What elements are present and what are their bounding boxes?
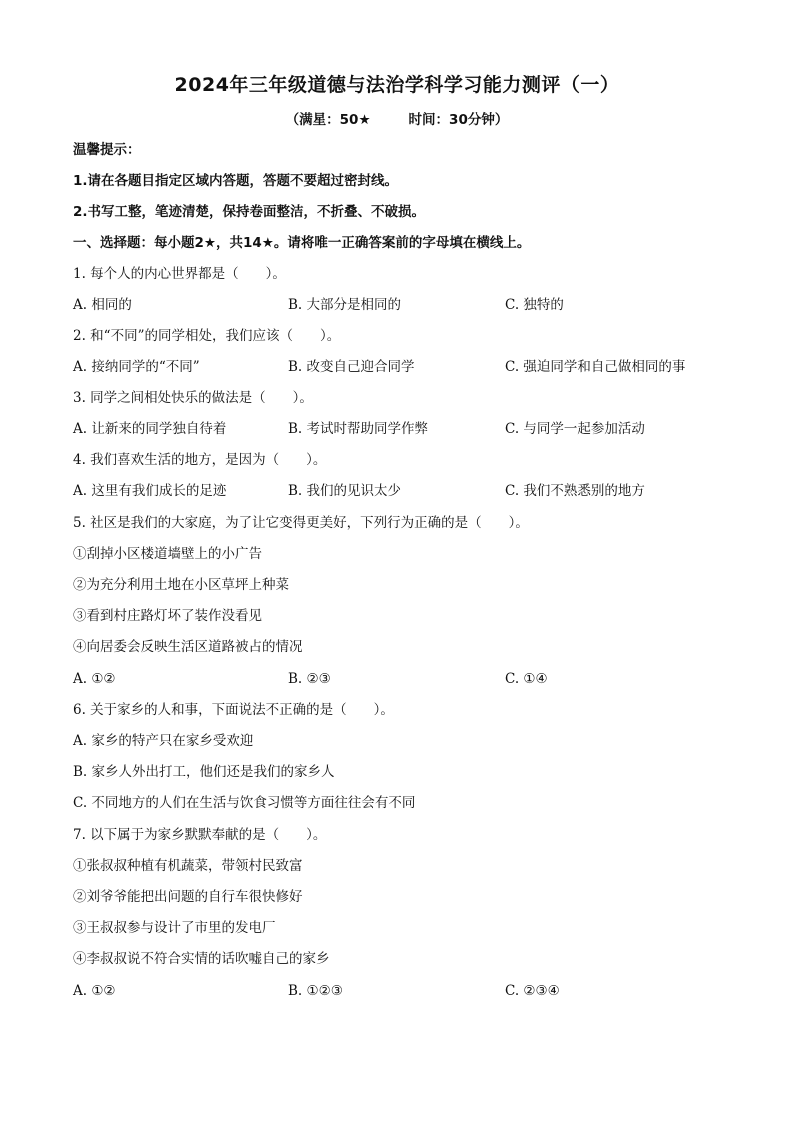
option-c: C. 不同地方的人们在生活与饮食习惯等方面往往会有不同	[73, 795, 416, 811]
option-a: A. ①②	[73, 983, 116, 999]
statement-1: ①刮掉小区楼道墙壁上的小广告	[73, 546, 262, 562]
option-a: A. 相同的	[73, 297, 132, 313]
option-a: A. 让新来的同学独自待着	[73, 421, 227, 437]
question-stem: 3. 同学之间相处快乐的做法是（ ）。	[73, 390, 313, 406]
option-a: A. 家乡的特产只在家乡受欢迎	[73, 733, 254, 749]
option-c: C. 我们不熟悉别的地方	[505, 483, 645, 499]
time-info: 时间：30分钟）	[408, 112, 509, 128]
option-c: C. 强迫同学和自己做相同的事	[505, 359, 686, 375]
option-b: B. 考试时帮助同学作弊	[288, 421, 429, 437]
option-c: C. ①④	[505, 671, 548, 687]
option-c: C. ②③④	[505, 983, 560, 999]
statement-2: ②为充分利用土地在小区草坪上种菜	[73, 577, 289, 593]
statement-2: ②刘爷爷能把出问题的自行车很快修好	[73, 889, 303, 905]
notice-rule-2: 2.书写工整，笔迹清楚，保持卷面整洁，不折叠、不破损。	[73, 204, 426, 220]
statement-1: ①张叔叔种植有机蔬菜，带领村民致富	[73, 858, 303, 874]
question-stem: 2. 和“不同”的同学相处，我们应该（ ）。	[73, 328, 341, 344]
option-c: C. 与同学一起参加活动	[505, 421, 645, 437]
question-stem: 7. 以下属于为家乡默默奉献的是（ ）。	[73, 827, 327, 843]
statement-3: ③看到村庄路灯坏了装作没看见	[73, 608, 262, 624]
option-b: B. 家乡人外出打工，他们还是我们的家乡人	[73, 764, 335, 780]
option-b: B. ①②③	[288, 983, 343, 999]
question-stem: 4. 我们喜欢生活的地方，是因为（ ）。	[73, 452, 327, 468]
exam-info	[0, 108, 794, 128]
page-title: 2024年三年级道德与法治学科学习能力测评（一）	[174, 74, 620, 96]
option-a: A. ①②	[73, 671, 116, 687]
notice-rule-1: 1.请在各题目指定区域内答题，答题不要超过密封线。	[73, 173, 399, 189]
option-a: A. 这里有我们成长的足迹	[73, 483, 227, 499]
question-stem: 1. 每个人的内心世界都是（ ）。	[73, 266, 286, 282]
question-stem: 6. 关于家乡的人和事，下面说法不正确的是（ ）。	[73, 702, 394, 718]
option-b: B. 我们的见识太少	[288, 483, 402, 499]
statement-4: ④李叔叔说不符合实情的话吹嘘自己的家乡	[73, 951, 330, 967]
section-heading: 一、选择题：每小题2★，共14★。请将唯一正确答案前的字母填在横线上。	[73, 235, 531, 251]
statement-4: ④向居委会反映生活区道路被占的情况	[73, 639, 303, 655]
notice-heading: 温馨提示：	[73, 142, 141, 158]
option-a: A. 接纳同学的“不同”	[73, 359, 200, 375]
score-info: （满星：50★	[285, 112, 371, 128]
question-stem: 5. 社区是我们的大家庭，为了让它变得更美好，下列行为正确的是（ ）。	[73, 515, 529, 531]
option-b: B. 改变自己迎合同学	[288, 359, 415, 375]
option-c: C. 独特的	[505, 297, 564, 313]
statement-3: ③王叔叔参与设计了市里的发电厂	[73, 920, 276, 936]
option-b: B. 大部分是相同的	[288, 297, 402, 313]
option-b: B. ②③	[288, 671, 331, 687]
